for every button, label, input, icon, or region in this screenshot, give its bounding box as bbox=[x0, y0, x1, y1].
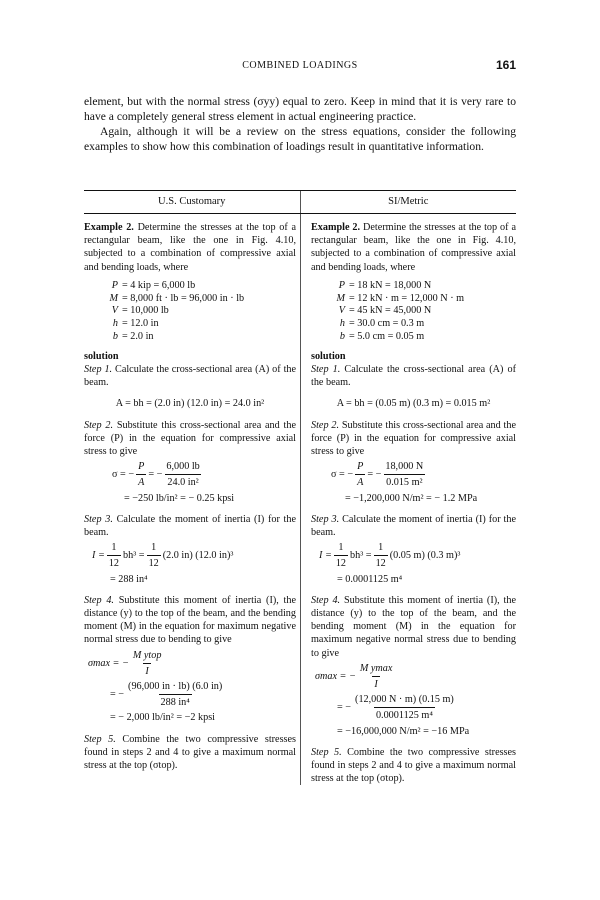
running-title: COMBINED LOADINGS bbox=[242, 60, 358, 71]
given-row: V = 45 kN = 45,000 N bbox=[338, 305, 432, 317]
header-si-metric: SI/Metric bbox=[300, 191, 517, 213]
step-2: Step 2. Substitute this cross-sectional area and the force (P) in the equation for compressive axial stress to give bbox=[84, 419, 296, 458]
step-5: Step 5. Combine the two compressive stresses found in steps 2 and 4 to give a maximum normal stress at the top (σtop). bbox=[311, 746, 517, 785]
solution-heading: solution bbox=[84, 350, 119, 362]
running-head bbox=[84, 58, 516, 74]
header-us-customary: U.S. Customary bbox=[158, 196, 226, 207]
given-values bbox=[325, 280, 516, 344]
comparison-table bbox=[84, 190, 516, 785]
step-3: Step 3. Calculate the moment of inertia (I) for the beam. bbox=[311, 513, 516, 539]
given-values bbox=[98, 280, 296, 344]
intro-text bbox=[84, 94, 516, 154]
step-4-substitution: = − $\frac{(96,000 in \cdot lb) (6.0 in)}{\text{288 in⁴}}$ bbox=[110, 681, 223, 709]
step-3-result: = 288 in⁴ bbox=[110, 573, 148, 585]
given-row: P = 4 kip = 6,000 lb bbox=[111, 279, 196, 291]
given-row: b = 5.0 cm = 0.05 m bbox=[339, 331, 425, 342]
step-4: Step 4. Substitute this moment of inertia (I), the distance (y) to the top of the beam, and the bending moment (M) in the equation for maximum negative normal stress due to bending to give bbox=[311, 594, 517, 659]
step-5: Step 5. Combine the two compressive stresses found in steps 2 and 4 to give a maximum normal stress at the top (σtop). bbox=[84, 733, 296, 772]
step-4-equation: σmax = − $\frac{\text{M ymax}}{I}$ bbox=[315, 662, 393, 691]
solution-heading: solution bbox=[311, 350, 346, 362]
intro-paragraph-1: element, but with the normal stress (σyy) equal to zero. Keep in mind that it is very rare to have a completely general stress element in actual engineering practice. bbox=[84, 95, 516, 123]
step-2-result: = −250 lb/in² = − 0.25 kpsi bbox=[124, 492, 235, 504]
step-3-result: = 0.0001125 m⁴ bbox=[337, 573, 403, 585]
step-2: Step 2. Substitute this cross-sectional area and the force (P) in the equation for compressive axial stress to give bbox=[311, 419, 516, 458]
table-header bbox=[84, 191, 516, 214]
step-4-result: = −16,000,000 N/m² = −16 MPa bbox=[337, 725, 470, 737]
us-column bbox=[84, 214, 300, 785]
si-column bbox=[300, 214, 516, 785]
step-2-equation: σ = − $\frac{P}{A}$ = − $\frac{18,000 N}{\text{0.015 m²}}$ bbox=[331, 461, 424, 489]
step-1: Step 1. Calculate the cross-sectional area (A) of the beam. bbox=[311, 364, 516, 389]
given-row: h = 30.0 cm = 0.3 m bbox=[339, 318, 425, 330]
step-4: Step 4. Substitute this moment of inertia (I), the distance (y) to the top of the beam, and the bending moment (M) in the equation for maximum negative normal stress due to bending to give bbox=[84, 594, 297, 646]
page-number: 161 bbox=[495, 58, 516, 72]
step-3-equation: I = $\frac{1}{12}$ bh³ = $\frac{1}{12}$ (0.05 m) (0.3 m)³ bbox=[319, 542, 461, 570]
step-4-equation: σmax = − $\frac{\text{M ytop}}{I}$ bbox=[88, 649, 162, 677]
given-row: M = 8,000 ft · lb = 96,000 in · lb bbox=[109, 292, 245, 304]
step-3-equation: I = $\frac{1}{12}$ bh³ = $\frac{1}{12}$ (2.0 in) (12.0 in)³ bbox=[92, 542, 234, 570]
step-2-result: = −1,200,000 N/m² = − 1.2 MPa bbox=[345, 492, 478, 504]
given-row: P = 18 kN = 18,000 N bbox=[338, 279, 432, 291]
step-2-equation: σ = − $\frac{P}{A}$ = − $\frac{6,000 lb}{\text{24.0 in²}}$ bbox=[112, 461, 200, 489]
given-row: M = 12 kN · m = 12,000 N · m bbox=[336, 292, 465, 304]
given-row: h = 12.0 in bbox=[112, 318, 159, 330]
step-1-equation: A = bh = (0.05 m) (0.3 m) = 0.015 m² bbox=[336, 398, 491, 410]
example-statement: Example 2. Determine the stresses at the top of a rectangular beam, like the one in Fig. 4.10, subjected to a combination of compressive axial and bending loads, where bbox=[84, 222, 296, 273]
example-statement: Example 2. Determine the stresses at the top of a rectangular beam, like the one in Fig. 4.10, subjected to a combination of compressive axial and bending loads, where bbox=[311, 222, 517, 273]
given-row: b = 2.0 in bbox=[112, 331, 154, 342]
step-1-equation: A = bh = (2.0 in) (12.0 in) = 24.0 in² bbox=[115, 398, 265, 410]
step-3: Step 3. Calculate the moment of inertia (I) for the beam. bbox=[84, 513, 297, 539]
step-4-result: = − 2,000 lb/in² = −2 kpsi bbox=[110, 712, 215, 724]
step-4-substitution: = − $\frac{(12,000 N \cdot m) (0.15 m)}{\text{0.0001125 m⁴}}$ bbox=[337, 694, 454, 722]
intro-paragraph-2: Again, although it will be a review on the stress equations, consider the following examples to show how this combination of loadings result in quantitative information. bbox=[84, 125, 516, 153]
given-row: V = 10,000 lb bbox=[111, 305, 169, 317]
step-1: Step 1. Calculate the cross-sectional area (A) of the beam. bbox=[84, 364, 297, 389]
